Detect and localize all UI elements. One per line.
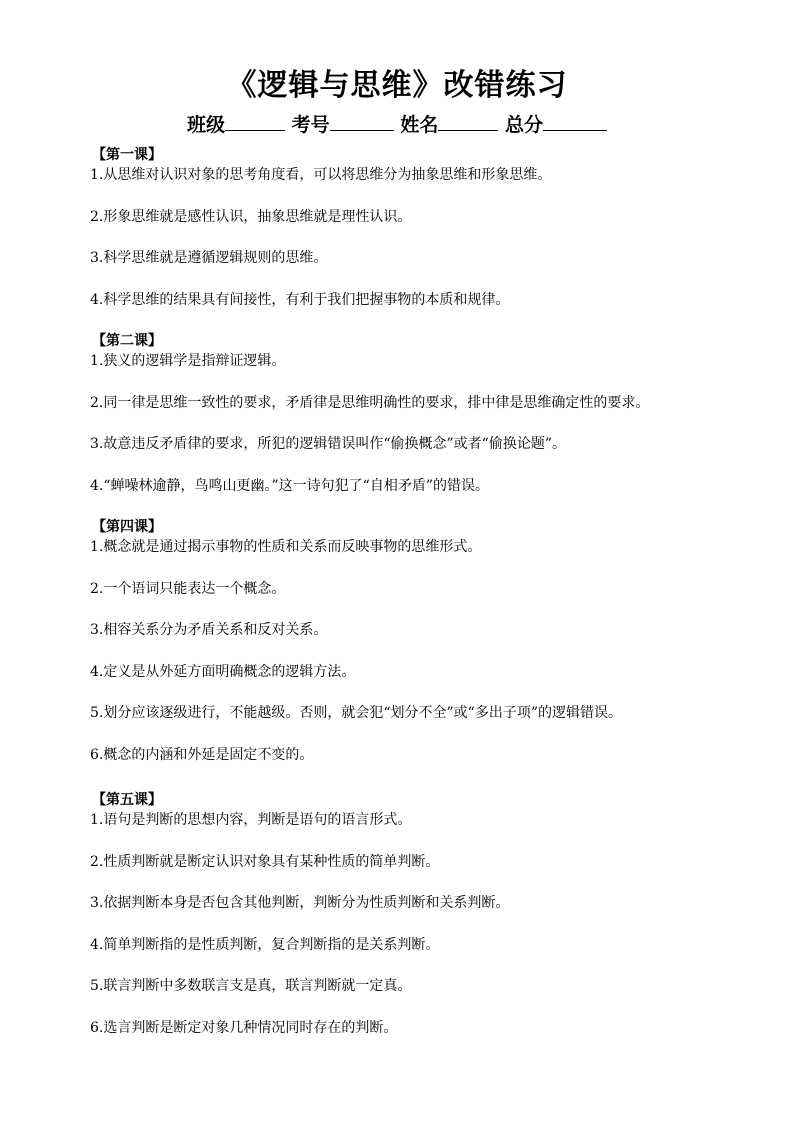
- section-lesson-2: [90, 331, 750, 517]
- exercise-item: 5.划分应该逐级进行，不能越级。否则，就会犯“划分不全”或“多出子项”的逻辑错误。: [90, 705, 622, 721]
- exam-number-blank[interactable]: [330, 112, 394, 131]
- exercise-item: 4.定义是从外延方面明确概念的逻辑方法。: [90, 663, 356, 680]
- exercise-item: 6.选言判断是断定对象几种情况同时存在的判断。: [90, 1019, 398, 1036]
- class-label: 班级: [187, 114, 226, 136]
- exercise-item: 2.一个语词只能表达一个概念。: [90, 580, 286, 597]
- exercise-item: 3.相容关系分为矛盾关系和反对关系。: [90, 622, 328, 638]
- exercise-item: 1.从思维对认识对象的思考角度看，可以将思维分为抽象思维和形象思维。: [90, 167, 552, 183]
- section-lesson-1: [90, 145, 750, 331]
- exercise-item: 2.性质判断就是断定认识对象具有某种性质的简单判断。: [90, 853, 440, 870]
- exercise-item: 4.简单判断指的是性质判断，复合判断指的是关系判断。: [90, 936, 440, 953]
- section-title: 【第五课】: [92, 792, 162, 808]
- student-info-line: [0, 110, 794, 137]
- exercise-item: 3.科学思维就是遵循逻辑规则的思维。: [90, 250, 328, 266]
- section-title: 【第四课】: [92, 519, 162, 535]
- name-label: 姓名: [400, 114, 439, 136]
- exercise-item: 1.概念就是通过揭示事物的性质和关系而反映事物的思维形式。: [90, 539, 482, 555]
- exercise-item: 5.联言判断中多数联言支是真，联言判断就一定真。: [90, 978, 412, 994]
- exercise-item: 4.“蝉噪林逾静，鸟鸣山更幽。”这一诗句犯了“自相矛盾”的错误。: [90, 477, 489, 494]
- score-label: 总分: [504, 114, 543, 136]
- exercise-item: 2.形象思维就是感性认识，抽象思维就是理性认识。: [90, 208, 412, 225]
- exercise-item: 3.故意违反矛盾律的要求，所犯的逻辑错误叫作“偷换概念”或者“偷换论题”。: [90, 436, 566, 452]
- exercise-item: 3.依据判断本身是否包含其他判断，判断分为性质判断和关系判断。: [90, 895, 510, 911]
- section-title: 【第二课】: [92, 333, 162, 349]
- section-lesson-4: [90, 517, 750, 786]
- section-lesson-5: [90, 790, 750, 1059]
- exercise-item: 4.科学思维的结果具有间接性，有利于我们把握事物的本质和规律。: [90, 291, 510, 308]
- page-title: 《逻辑与思维》改错练习: [226, 68, 568, 103]
- exercise-item: 1.狭义的逻辑学是指辩证逻辑。: [90, 353, 286, 369]
- exercise-item: 2.同一律是思维一致性的要求，矛盾律是思维明确性的要求，排中律是思维确定性的要求。: [90, 394, 650, 411]
- name-blank[interactable]: [438, 112, 498, 131]
- section-title: 【第一课】: [92, 147, 162, 163]
- score-blank[interactable]: [543, 112, 607, 131]
- exercise-item: 6.概念的内涵和外延是固定不变的。: [90, 746, 314, 763]
- exercise-item: 1.语句是判断的思想内容，判断是语句的语言形式。: [90, 812, 412, 828]
- class-blank[interactable]: [225, 112, 285, 131]
- exam-number-label: 考号: [291, 114, 330, 136]
